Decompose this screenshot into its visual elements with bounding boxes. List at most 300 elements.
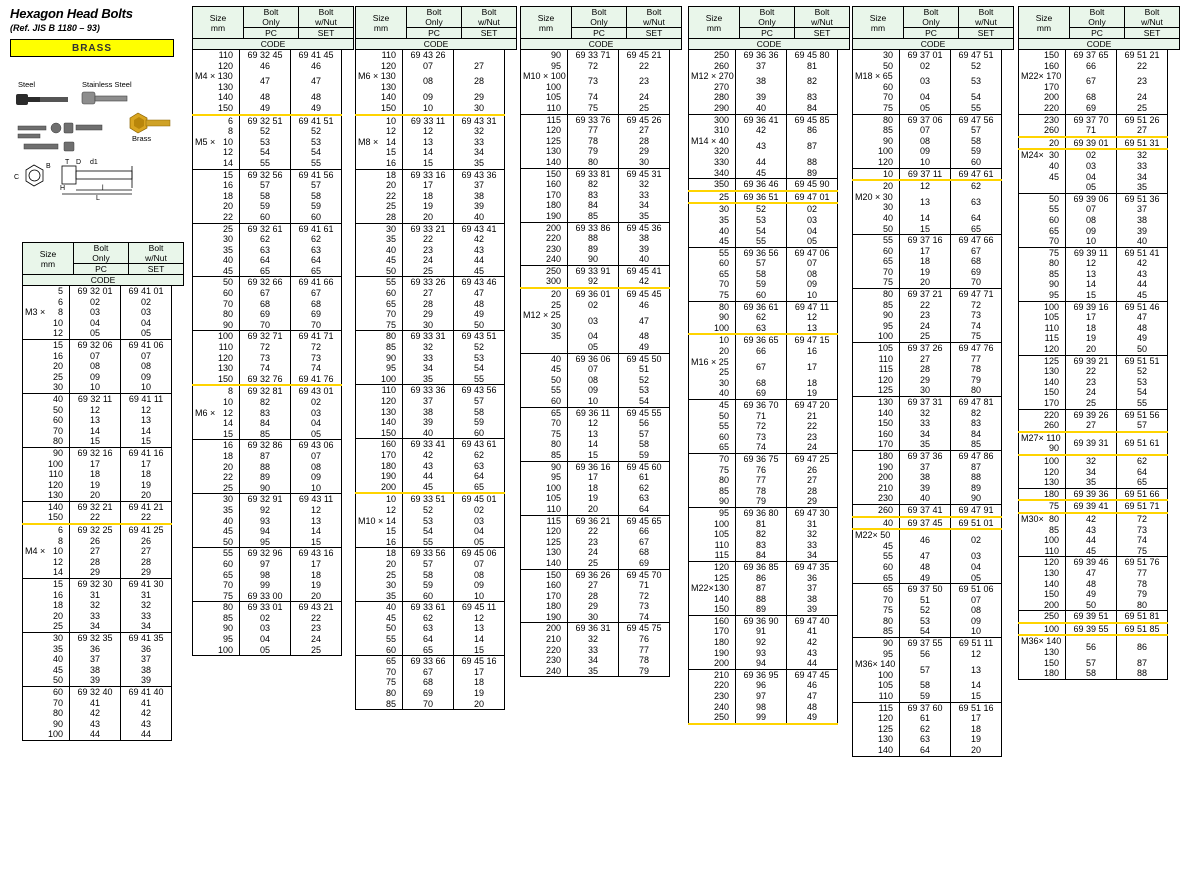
- cell-bolt-wnut-code: 03: [806, 214, 817, 225]
- table-row: [521, 655, 670, 666]
- cell-size: M30× 80: [1019, 513, 1066, 525]
- cell-size: 20: [521, 288, 568, 300]
- cell-bolt-wnut-code: 12: [806, 312, 817, 323]
- cell-bolt-wnut-code: 25: [310, 644, 321, 655]
- table-row: [1019, 420, 1168, 432]
- cell-bolt-wnut-code: 44: [473, 255, 484, 266]
- table-row: [23, 490, 172, 501]
- cell-bolt-wnut-code: 33: [806, 539, 817, 550]
- cell-size: 75: [1019, 247, 1066, 258]
- cell-bolt-wnut-code: 69 47 66: [958, 235, 994, 246]
- cell-bolt-only-code: 02: [70, 297, 121, 308]
- cell-bolt-wnut-code: 69 41 11: [128, 393, 164, 404]
- cell-bolt-only-code: 33: [900, 418, 951, 429]
- cell-bolt-wnut-code: 65: [951, 224, 1002, 235]
- cell-bolt-only-code: 44: [70, 729, 121, 740]
- cell-bolt-only-code: 69 37 26: [900, 343, 951, 354]
- cell-bolt-only-code: 14: [403, 147, 454, 158]
- table-row: [689, 323, 838, 335]
- cell-bolt-only-code: 69 32 66: [240, 277, 291, 288]
- header-size: Size mm: [193, 7, 244, 39]
- cell-bolt-wnut-code: 47: [806, 691, 817, 702]
- table-row: [853, 300, 1002, 311]
- svg-text:H: H: [60, 185, 66, 192]
- cell-bolt-only-code: 69: [1066, 103, 1117, 114]
- cell-size: 15: [23, 339, 70, 350]
- cell-bolt-only-code: 23: [900, 310, 951, 321]
- cell-bolt-wnut-code: 69 41 21: [128, 501, 164, 512]
- table-row: [521, 353, 670, 364]
- table-row: [853, 71, 1002, 92]
- table-row: [521, 190, 670, 201]
- cell-bolt-only-code: 30: [403, 320, 454, 331]
- cell-bolt-wnut-code: 12: [970, 648, 981, 659]
- cell-bolt-only-code: 69 36 85: [736, 561, 787, 572]
- cell-size: 105: [689, 529, 736, 540]
- cell-bolt-only-code: 82: [240, 397, 291, 408]
- table-row: [1019, 333, 1168, 344]
- cell-bolt-only-code: 19: [70, 480, 121, 491]
- cell-size: 40: [853, 213, 900, 224]
- cell-bolt-wnut-code: 69 47 91: [951, 504, 1002, 516]
- table-body: [688, 50, 838, 725]
- cell-size: 140: [356, 417, 403, 428]
- table-row: [193, 505, 342, 516]
- table-row: [356, 450, 505, 461]
- cell-size: 70: [689, 453, 736, 464]
- cell-bolt-only-code: 68: [240, 299, 291, 310]
- cell-bolt-wnut-code: 24: [1136, 92, 1147, 103]
- cell-bolt-wnut-code: 17: [140, 458, 151, 469]
- table-row: [356, 385, 505, 396]
- cell-bolt-only-code: 69 32 45: [240, 50, 291, 61]
- table-row: [853, 331, 1002, 342]
- table-row: [1019, 398, 1168, 409]
- table-row: [356, 396, 505, 407]
- table-row: [853, 114, 1002, 125]
- cell-size: 110: [356, 385, 403, 396]
- cell-size: 50: [853, 61, 900, 72]
- cell-size: 40: [23, 393, 70, 404]
- cell-size: 130: [23, 490, 70, 501]
- cell-size: 140: [853, 745, 900, 756]
- table-row: [1019, 236, 1168, 247]
- cell-bolt-wnut-code: 46: [806, 680, 817, 691]
- cell-bolt-wnut-code: 69 47 45: [794, 669, 830, 680]
- cell-size: 25: [23, 621, 70, 632]
- table-row: [193, 548, 342, 559]
- cell-bolt-wnut-code: 22: [310, 612, 321, 623]
- header-bolt-only: Bolt Only: [407, 7, 462, 28]
- table-row: [521, 375, 670, 386]
- cell-size: 65: [853, 256, 900, 267]
- cell-bolt-only-code: 10: [70, 382, 121, 393]
- cell-size: 115: [1019, 333, 1066, 344]
- table-row: [689, 203, 838, 215]
- cell-size: 60: [193, 559, 240, 570]
- cell-bolt-wnut-code: 27: [1117, 125, 1168, 137]
- table-row: [356, 103, 505, 115]
- cell-size: 125: [689, 573, 736, 584]
- cell-size: M12 × 270 270: [689, 71, 736, 92]
- cell-bolt-only-code: 40: [900, 493, 951, 504]
- table-row: [356, 613, 505, 624]
- cell-bolt-wnut-code: 85: [951, 439, 1002, 450]
- cell-bolt-only-code: 25: [403, 266, 454, 277]
- cell-size: 45: [23, 665, 70, 676]
- table-row: [356, 428, 505, 439]
- table-row: [193, 374, 342, 386]
- cell-bolt-only-code: 17: [900, 246, 951, 257]
- cell-bolt-wnut-code: 78: [638, 655, 649, 666]
- table-row: [193, 342, 342, 353]
- cell-size: 100: [193, 331, 240, 342]
- table-row: [521, 569, 670, 580]
- table-row: [689, 519, 838, 530]
- cell-bolt-only-code: 52: [403, 505, 454, 516]
- cell-bolt-wnut-code: 76: [638, 634, 649, 645]
- cell-bolt-wnut-code: 80: [951, 385, 1002, 396]
- cell-size: M27× 110 90: [1019, 432, 1066, 455]
- table-row: [23, 415, 172, 426]
- cell-size: 40: [193, 255, 240, 266]
- table-row: [521, 157, 670, 168]
- cell-size: 120: [356, 61, 403, 72]
- cell-bolt-only-code: 65: [240, 266, 291, 277]
- cell-size: 120: [521, 526, 568, 537]
- cell-bolt-only-code: 69 36 65: [736, 334, 787, 346]
- cell-bolt-wnut-code: 08: [140, 361, 151, 372]
- cell-size: 110: [1019, 546, 1066, 557]
- cell-size: 70: [23, 698, 70, 709]
- cell-bolt-only-code: 54: [403, 526, 454, 537]
- table-row: [356, 288, 505, 299]
- cell-size: 65: [853, 584, 900, 595]
- table-row: [193, 645, 342, 656]
- cell-bolt-wnut-code: 69 43 21: [298, 602, 334, 613]
- table-row: [853, 256, 1002, 267]
- cell-bolt-only-code: 29: [568, 601, 619, 612]
- cell-size: 60: [689, 258, 736, 269]
- table-row: [521, 288, 670, 300]
- cell-size: 90: [689, 312, 736, 323]
- cell-bolt-wnut-code: 75: [951, 331, 1002, 342]
- cell-bolt-only-code: 18: [403, 191, 454, 202]
- table-row: [689, 334, 838, 346]
- table-row: [853, 734, 1002, 745]
- cell-bolt-wnut-code: 77: [970, 353, 981, 364]
- header-code: CODE: [689, 39, 850, 50]
- cell-bolt-only-code: 53: [736, 215, 787, 226]
- cell-bolt-only-code: 79: [568, 146, 619, 157]
- illus-label-stainless: Stainless Steel: [82, 80, 132, 89]
- header-set: SET: [299, 28, 354, 39]
- cell-bolt-only-code: 69 36 06: [568, 353, 619, 364]
- table-row: [1019, 247, 1168, 258]
- cell-bolt-only-code: 45: [1066, 546, 1117, 557]
- cell-bolt-wnut-code: 69 41 35: [128, 633, 164, 643]
- cell-bolt-only-code: 38: [403, 407, 454, 418]
- table-row: [853, 659, 1002, 680]
- table-row: [193, 266, 342, 277]
- cell-size: 6: [23, 524, 70, 536]
- cell-size: 105: [853, 343, 900, 354]
- table-row: [1019, 71, 1168, 92]
- cell-size: 125: [521, 537, 568, 548]
- cell-bolt-only-code: 43: [403, 461, 454, 472]
- cell-size: 30: [23, 633, 70, 644]
- cell-bolt-wnut-code: 20: [291, 591, 342, 602]
- cell-size: 260: [689, 61, 736, 72]
- cell-bolt-wnut-code: 69 45 80: [794, 50, 830, 60]
- cell-bolt-only-code: 18: [568, 483, 619, 494]
- cell-size: 25: [521, 300, 568, 311]
- cell-size: 220: [1019, 409, 1066, 420]
- cell-bolt-only-code: 69 32 16: [70, 447, 121, 458]
- cell-size: M22× 170 170: [1019, 71, 1066, 92]
- cell-bolt-wnut-code: 22: [638, 60, 649, 71]
- cell-bolt-only-code: 69 36 31: [568, 623, 619, 634]
- cell-size: 150: [1019, 589, 1066, 600]
- cell-bolt-wnut-code: 37: [140, 654, 151, 665]
- cell-bolt-only-code: 13: [900, 192, 951, 213]
- cell-bolt-wnut-code: 60: [454, 428, 505, 439]
- cell-size: 75: [521, 429, 568, 440]
- table-row: [689, 378, 838, 389]
- cell-bolt-wnut-code: 03: [310, 407, 321, 418]
- table-row: [689, 103, 838, 114]
- cell-bolt-wnut-code: 62: [310, 234, 321, 245]
- cell-bolt-wnut-code: 24: [310, 634, 321, 645]
- cell-size: 150: [521, 569, 568, 580]
- cell-bolt-only-code: 82: [736, 529, 787, 540]
- cell-bolt-only-code: 69 37 16: [900, 235, 951, 246]
- cell-bolt-only-code: 03: [900, 71, 951, 92]
- table-row: [853, 605, 1002, 616]
- cell-bolt-wnut-code: 32: [473, 126, 484, 137]
- cell-bolt-only-code: 69 33 21: [403, 223, 454, 234]
- cell-bolt-only-code: 08: [568, 375, 619, 386]
- table-row: [23, 708, 172, 719]
- cell-size: 35: [689, 215, 736, 226]
- cell-size: 22: [193, 212, 240, 223]
- cell-size: 260: [1019, 420, 1066, 432]
- cell-bolt-only-code: 20: [900, 277, 951, 288]
- cell-size: 40: [23, 654, 70, 665]
- cell-bolt-only-code: 03: [240, 623, 291, 634]
- table-row: [689, 421, 838, 432]
- table-row: [853, 136, 1002, 147]
- cell-bolt-wnut-code: 09: [806, 279, 817, 290]
- cell-bolt-only-code: 22: [70, 512, 121, 524]
- cell-bolt-wnut-code: 78: [1136, 578, 1147, 589]
- cell-size: M22× 130: [689, 583, 736, 594]
- cell-bolt-wnut-code: 07: [473, 558, 484, 569]
- cell-bolt-wnut-code: 04: [473, 526, 484, 537]
- table-row: [1019, 635, 1168, 657]
- cell-bolt-wnut-code: 17: [970, 713, 981, 724]
- cell-bolt-only-code: 63: [403, 623, 454, 634]
- cell-bolt-only-code: 37: [403, 396, 454, 407]
- table-row: [193, 277, 342, 288]
- cell-size: 20: [23, 611, 70, 622]
- table-row: [853, 745, 1002, 756]
- cell-bolt-wnut-code: 69 47 20: [794, 400, 830, 410]
- cell-bolt-only-code: 38: [736, 71, 787, 92]
- cell-size: 60: [193, 288, 240, 299]
- cell-bolt-only-code: 69 37 31: [900, 397, 951, 408]
- cell-bolt-wnut-code: 49: [1136, 333, 1147, 344]
- cell-bolt-only-code: 02: [240, 613, 291, 624]
- cell-size: 160: [521, 179, 568, 190]
- cell-bolt-wnut-code: 49: [787, 712, 838, 724]
- cell-bolt-only-code: 32: [568, 634, 619, 645]
- table-row: [853, 180, 1002, 192]
- table-row: [356, 471, 505, 482]
- cell-bolt-only-code: 02: [568, 300, 619, 311]
- table-row: [853, 724, 1002, 735]
- table-row: [853, 61, 1002, 72]
- cell-size: 110: [1019, 323, 1066, 334]
- cell-bolt-only-code: 69 36 75: [736, 453, 787, 464]
- cell-bolt-wnut-code: 34: [638, 200, 649, 211]
- cell-size: 100: [1019, 535, 1066, 546]
- cell-bolt-wnut-code: 72: [310, 342, 321, 353]
- cell-bolt-only-code: 92: [240, 505, 291, 516]
- cell-size: 240: [521, 254, 568, 265]
- cell-bolt-wnut-code: 69 41 56: [298, 169, 334, 180]
- cell-bolt-only-code: 57: [240, 180, 291, 191]
- cell-size: M4 × 10: [23, 546, 70, 557]
- table-row: [1019, 409, 1168, 420]
- cell-bolt-wnut-code: 09: [473, 580, 484, 591]
- cell-bolt-only-code: 27: [403, 288, 454, 299]
- cell-size: 55: [521, 385, 568, 396]
- table-row: [193, 61, 342, 72]
- cell-size: 75: [689, 465, 736, 476]
- cell-size: 130: [853, 734, 900, 745]
- cell-bolt-only-code: 02: [900, 61, 951, 72]
- cell-bolt-only-code: 12: [900, 180, 951, 192]
- cell-bolt-only-code: 60: [240, 212, 291, 223]
- cell-bolt-wnut-code: 27: [140, 546, 151, 557]
- cell-size: 125: [521, 136, 568, 147]
- cell-size: 120: [193, 353, 240, 364]
- cell-bolt-only-code: 72: [240, 342, 291, 353]
- table-row: [689, 136, 838, 157]
- table-row: [356, 439, 505, 450]
- cell-bolt-wnut-code: 68: [970, 256, 981, 267]
- table-row: [1019, 546, 1168, 557]
- cell-size: 20: [193, 201, 240, 212]
- cell-bolt-only-code: 90: [568, 254, 619, 265]
- cell-size: 150: [23, 512, 70, 524]
- cell-size: 110: [853, 691, 900, 702]
- cell-size: 10: [23, 318, 70, 329]
- cell-bolt-only-code: 83: [240, 408, 291, 419]
- cell-size: 65: [521, 407, 568, 418]
- cell-bolt-wnut-code: 71: [638, 580, 649, 591]
- table-row: [193, 245, 342, 256]
- cell-bolt-only-code: 69 37 50: [900, 584, 951, 595]
- table-row: [193, 591, 342, 602]
- cell-bolt-only-code: 30: [900, 385, 951, 396]
- cell-bolt-wnut-code: 04: [310, 418, 321, 429]
- cell-bolt-only-code: 20: [403, 212, 454, 223]
- header-bolt-wnut: Bolt w/Nut: [627, 7, 682, 28]
- table-row: [689, 637, 838, 648]
- table-row: [193, 353, 342, 364]
- cell-bolt-wnut-code: 57: [970, 125, 981, 136]
- cell-bolt-only-code: 63: [240, 245, 291, 256]
- cell-size: 40: [689, 388, 736, 399]
- cell-size: 95: [193, 634, 240, 645]
- cell-bolt-only-code: 62: [736, 312, 787, 323]
- cell-size: 85: [853, 300, 900, 311]
- table-row: [521, 666, 670, 677]
- cell-bolt-wnut-code: 67: [638, 536, 649, 547]
- cell-bolt-wnut-code: 26: [806, 464, 817, 475]
- table-body: [192, 50, 342, 656]
- cell-bolt-wnut-code: 52: [473, 342, 484, 353]
- table-row: [689, 411, 838, 422]
- cell-bolt-wnut-code: 64: [473, 471, 484, 482]
- table-row: [356, 320, 505, 331]
- cell-size: 230: [853, 493, 900, 504]
- cell-bolt-wnut-code: 02: [970, 535, 981, 546]
- cell-size: 180: [853, 450, 900, 461]
- cell-bolt-only-code: 19: [900, 267, 951, 278]
- header-bolt-only: Bolt Only: [244, 7, 299, 28]
- cell-bolt-wnut-code: 62: [473, 449, 484, 460]
- table-row: [853, 691, 1002, 702]
- cell-size: 230: [1019, 114, 1066, 125]
- cell-bolt-wnut-code: 69 41 71: [298, 331, 334, 342]
- table-row: [193, 472, 342, 483]
- cell-size: 80: [193, 309, 240, 320]
- cell-bolt-only-code: 49: [240, 103, 291, 115]
- cell-size: 115: [521, 515, 568, 526]
- table-row: [521, 168, 670, 179]
- header-pc: PC: [740, 28, 795, 39]
- cell-bolt-only-code: 69 32 30: [70, 579, 121, 590]
- cell-size: 45: [1019, 172, 1066, 183]
- cell-bolt-wnut-code: 69 47 71: [958, 289, 994, 300]
- table-row: [193, 429, 342, 440]
- cell-bolt-only-code: 57: [1066, 658, 1117, 669]
- table-row: [689, 290, 838, 301]
- cell-bolt-only-code: 72: [736, 421, 787, 432]
- cell-bolt-only-code: 73: [240, 353, 291, 364]
- cell-bolt-wnut-code: 23: [638, 76, 649, 87]
- table-row: [853, 702, 1002, 713]
- cell-size: 8: [23, 536, 70, 547]
- table-row: [689, 529, 838, 540]
- table-row: [356, 656, 505, 667]
- cell-size: 140: [689, 594, 736, 605]
- table-row: [521, 418, 670, 429]
- table-row: [193, 494, 342, 505]
- cell-bolt-only-code: 28: [403, 299, 454, 310]
- cell-bolt-only-code: 23: [1066, 377, 1117, 388]
- cell-bolt-only-code: 52: [736, 203, 787, 215]
- cell-size: 150: [853, 418, 900, 429]
- table-row: [356, 277, 505, 288]
- table-row: [521, 276, 670, 288]
- cell-bolt-wnut-code: 48: [1136, 322, 1147, 333]
- table-row: [356, 245, 505, 256]
- cell-bolt-wnut-code: 60: [951, 157, 1002, 168]
